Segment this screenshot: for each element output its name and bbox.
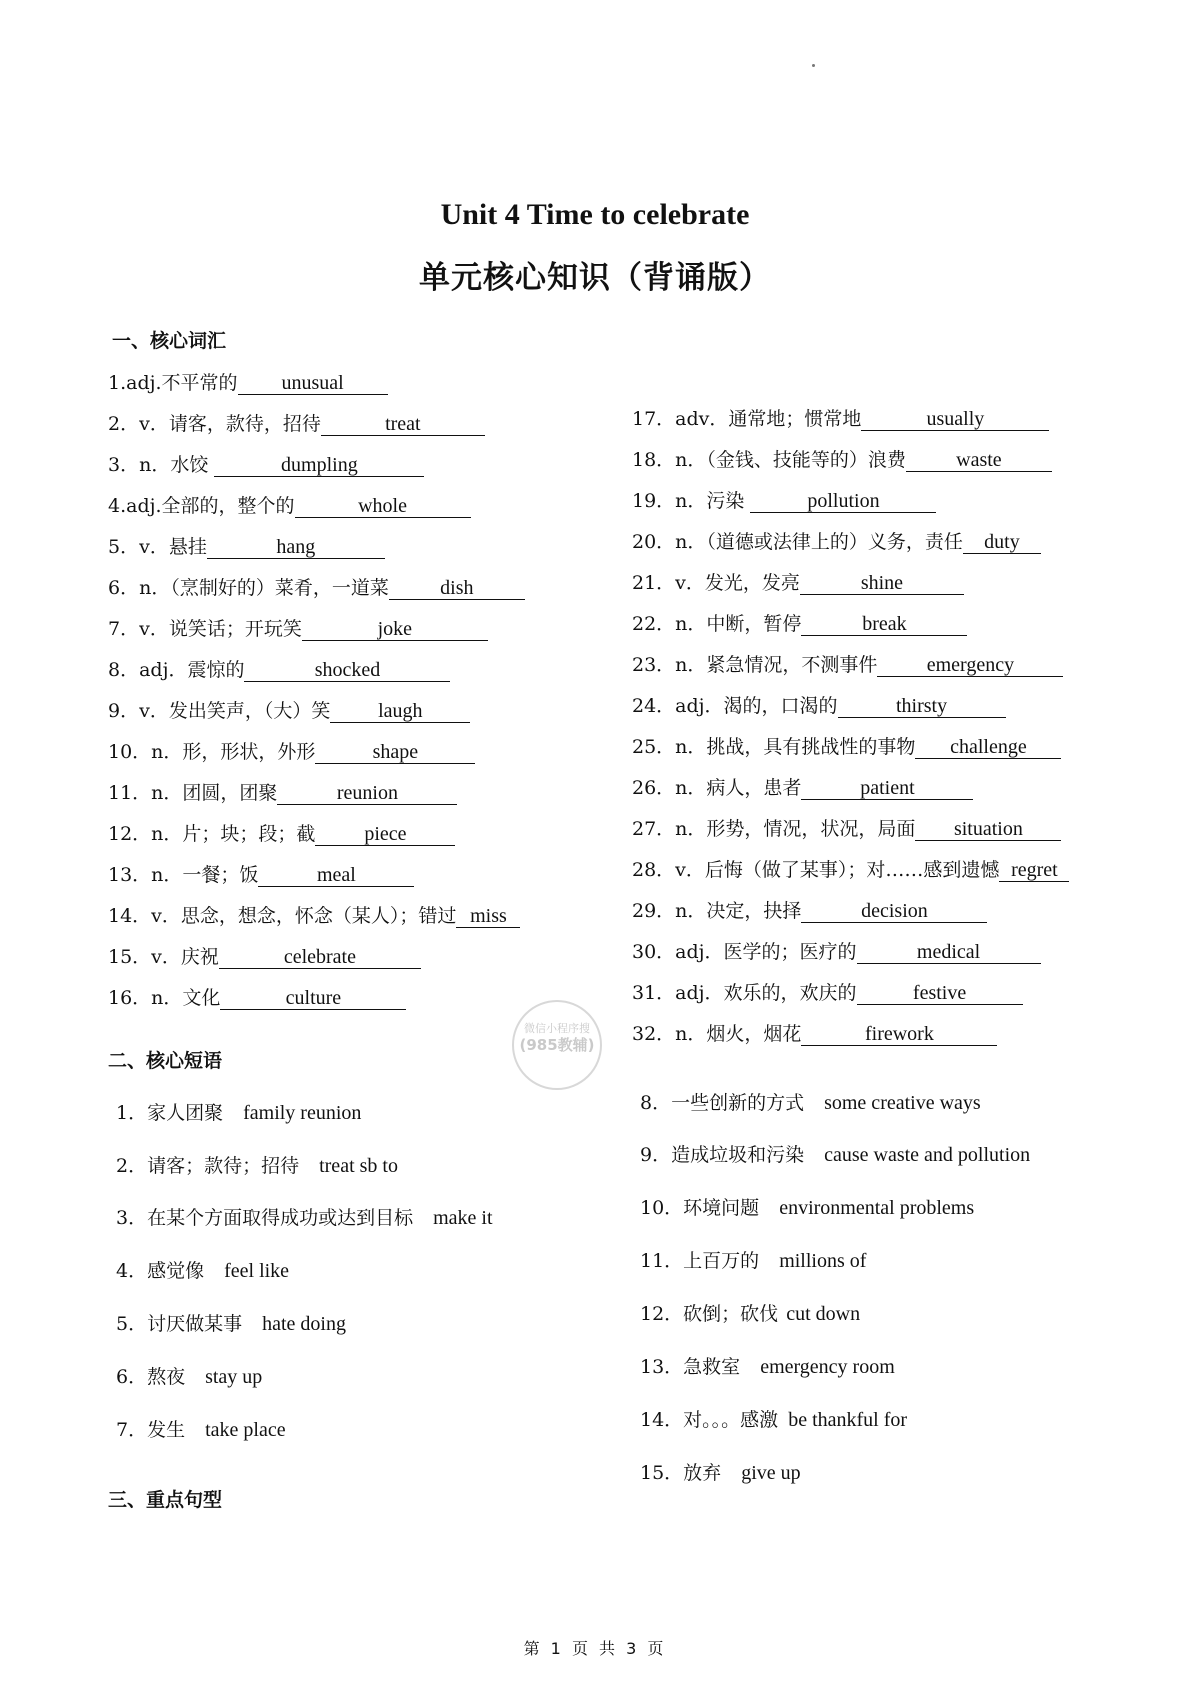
vocab-answer: unusual: [238, 373, 388, 395]
phrase-item-14: 14．对。。。感激 be thankful for: [640, 1409, 908, 1431]
vocab-answer: dish: [389, 578, 525, 600]
phrase-item-13: 13．急救室 emergency room: [640, 1356, 895, 1378]
vocab-item-12: 12．n．片；块；段；截 piece: [108, 819, 455, 846]
vocab-item-8: 8．adj．震惊的 shocked: [108, 655, 450, 682]
page-footer: 第 1 页 共 3 页: [523, 1639, 667, 1658]
stray-dot: [812, 64, 815, 67]
vocab-answer: joke: [302, 619, 488, 641]
phrase-item-9: 9．造成垃圾和污染 cause waste and pollution: [640, 1144, 1031, 1166]
vocab-item-29: 29．n．决定，抉择 decision: [632, 896, 987, 923]
section-core-vocabulary: 一、核心词汇: [112, 330, 227, 352]
vocab-answer: piece: [315, 824, 455, 846]
vocab-answer: decision: [801, 901, 987, 923]
phrase-item-11: 11．上百万的 millions of: [640, 1250, 867, 1272]
unit-title: Unit 4 Time to celebrate: [440, 198, 750, 231]
vocab-item-23: 23．n．紧急情况，不测事件 emergency: [632, 650, 1063, 677]
phrase-item-12: 12．砍倒；砍伐 cut down: [640, 1303, 861, 1325]
vocab-answer: whole: [295, 496, 471, 518]
vocab-answer: dumpling: [214, 455, 424, 477]
vocab-answer: firework: [801, 1024, 997, 1046]
vocab-answer: challenge: [915, 737, 1061, 759]
vocab-answer: laugh: [330, 701, 470, 723]
vocab-item-18: 18．n．（金钱、技能等的）浪费 waste: [632, 445, 1052, 472]
vocab-answer: situation: [915, 819, 1061, 841]
phrase-item-10: 10．环境问题 environmental problems: [640, 1197, 975, 1219]
vocab-item-31: 31．adj．欢乐的，欢庆的 festive: [632, 978, 1023, 1005]
phrase-item-8: 8．一些创新的方式 some creative ways: [640, 1092, 981, 1114]
vocab-item-16: 16．n．文化 culture: [108, 983, 406, 1010]
vocab-item-5: 5．v．悬挂 hang: [108, 532, 385, 559]
vocab-item-11: 11．n．团圆，团聚 reunion: [108, 778, 457, 805]
vocab-answer: miss: [456, 906, 520, 928]
vocab-item-9: 9．v．发出笑声，（大）笑 laugh: [108, 696, 470, 723]
vocab-answer: meal: [258, 865, 414, 887]
vocab-item-26: 26．n．病人，患者 patient: [632, 773, 973, 800]
vocab-item-24: 24．adj．渴的，口渴的 thirsty: [632, 691, 1006, 718]
vocab-answer: patient: [801, 778, 973, 800]
vocab-item-25: 25．n．挑战，具有挑战性的事物 challenge: [632, 732, 1061, 759]
vocab-answer: shine: [800, 573, 964, 595]
vocab-item-17: 17．adv．通常地；惯常地 usually: [632, 404, 1049, 431]
phrase-item-4: 4．感觉像 feel like: [116, 1260, 290, 1282]
vocab-item-7: 7．v．说笑话；开玩笑 joke: [108, 614, 488, 641]
vocab-item-30: 30．adj．医学的；医疗的 medical: [632, 937, 1041, 964]
vocab-answer: hang: [207, 537, 385, 559]
vocab-answer: celebrate: [219, 947, 421, 969]
vocab-item-27: 27．n．形势，情况，状况，局面 situation: [632, 814, 1061, 841]
vocab-answer: reunion: [277, 783, 457, 805]
vocab-answer: duty: [963, 532, 1041, 554]
phrase-item-7: 7．发生 take place: [116, 1419, 286, 1441]
vocab-answer: shape: [315, 742, 475, 764]
vocab-item-22: 22．n．中断，暂停 break: [632, 609, 967, 636]
vocab-answer: break: [801, 614, 967, 636]
vocab-answer: emergency: [877, 655, 1063, 677]
phrase-item-3: 3．在某个方面取得成功或达到目标 make it: [116, 1207, 493, 1229]
phrase-item-1: 1．家人团聚 family reunion: [116, 1102, 362, 1124]
vocab-item-2: 2．v．请客，款待，招待 treat: [108, 409, 485, 436]
phrase-item-6: 6．熬夜 stay up: [116, 1366, 263, 1388]
vocab-item-1: 1.adj.不平常的 unusual: [108, 368, 388, 395]
vocab-item-28: 28．v．后悔（做了某事）；对……感到遗憾 regret: [632, 855, 1069, 882]
vocab-answer: festive: [857, 983, 1023, 1005]
vocab-answer: treat: [321, 414, 485, 436]
vocab-answer: culture: [220, 988, 406, 1010]
vocab-item-10: 10．n．形，形状，外形 shape: [108, 737, 475, 764]
vocab-item-6: 6．n．（烹制好的）菜肴，一道菜 dish: [108, 573, 525, 600]
section-core-phrases: 二、核心短语: [108, 1050, 223, 1072]
vocab-item-32: 32．n．烟火，烟花 firework: [632, 1019, 997, 1046]
vocab-item-14: 14．v．思念，想念，怀念（某人）；错过 miss: [108, 901, 520, 928]
vocab-answer: pollution: [750, 491, 936, 513]
page-subtitle: 单元核心知识（背诵版）: [419, 260, 771, 296]
vocab-item-3: 3．n．水饺 dumpling: [108, 450, 424, 477]
phrase-item-2: 2．请客；款待；招待 treat sb to: [116, 1155, 398, 1177]
vocab-answer: thirsty: [838, 696, 1006, 718]
vocab-answer: shocked: [244, 660, 450, 682]
vocab-item-4: 4.adj.全部的，整个的 whole: [108, 491, 471, 518]
vocab-answer: waste: [906, 450, 1052, 472]
vocab-answer: regret: [999, 860, 1069, 882]
vocab-item-20: 20．n．（道德或法律上的）义务，责任 duty: [632, 527, 1041, 554]
watermark-stamp: 微信小程序搜 (985教辅): [512, 1000, 602, 1090]
vocab-item-15: 15．v．庆祝 celebrate: [108, 942, 421, 969]
phrase-item-15: 15．放弃 give up: [640, 1462, 801, 1484]
vocab-answer: medical: [857, 942, 1041, 964]
vocab-answer: usually: [861, 409, 1049, 431]
vocab-item-21: 21．v．发光，发亮 shine: [632, 568, 964, 595]
vocab-item-13: 13．n．一餐；饭 meal: [108, 860, 414, 887]
section-key-sentences: 三、重点句型: [108, 1489, 223, 1511]
vocab-item-19: 19．n．污染 pollution: [632, 486, 936, 513]
phrase-item-5: 5．讨厌做某事 hate doing: [116, 1313, 346, 1335]
